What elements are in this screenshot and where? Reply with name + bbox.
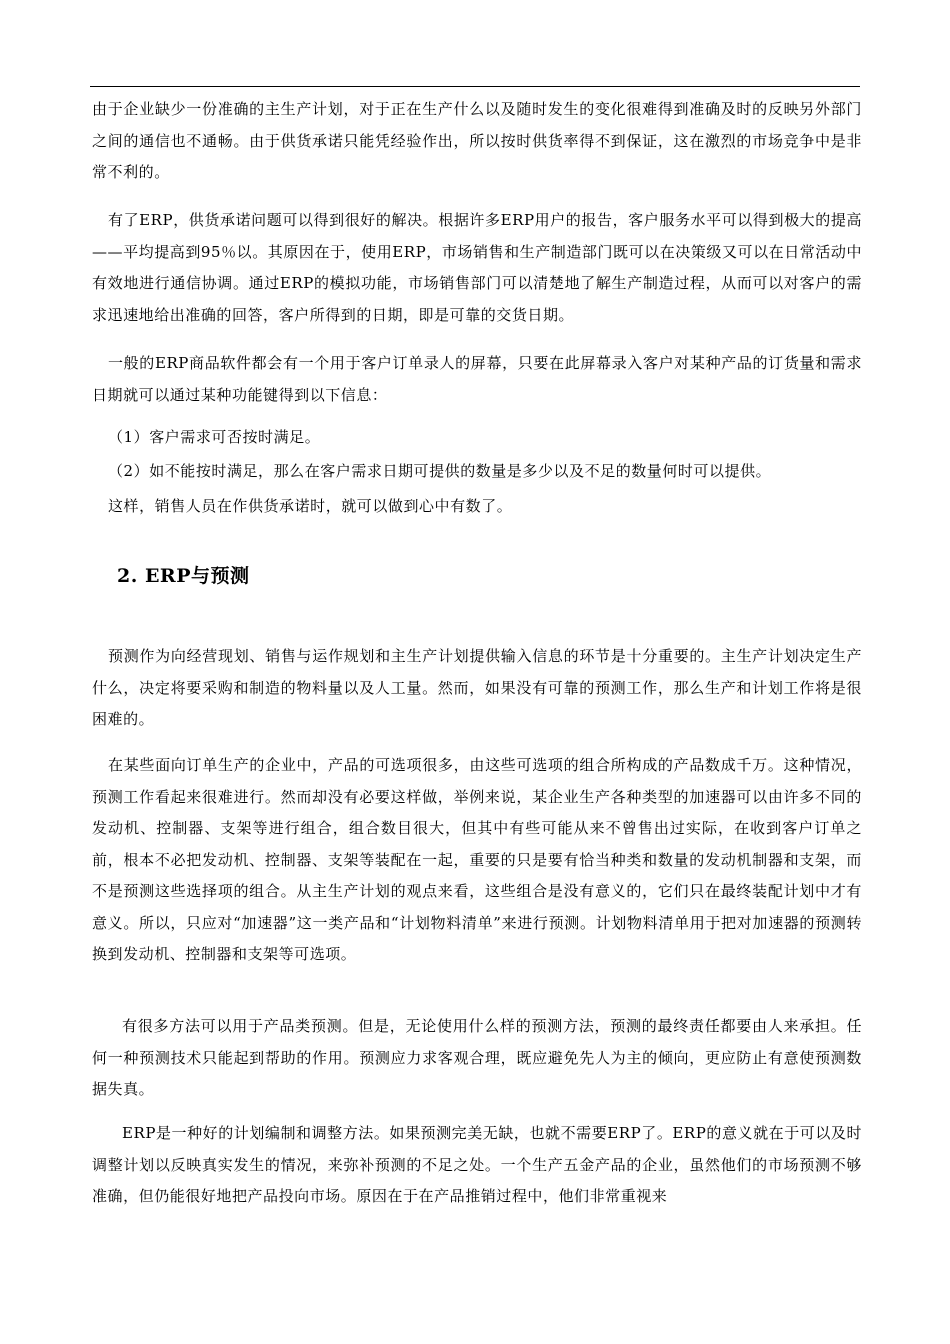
paragraph-conclusion: 这样，销售人员在作供货承诺时，就可以做到心中有数了。 xyxy=(108,497,513,515)
paragraph-make-to-order: 在某些面向订单生产的企业中，产品的可选项很多，由这些可选项的组合所构成的产品数成千万。这种情况，预测工作看起来很难进行。然而却没有必要这样做，举例来说，某企业生产各种类型的加速器可以由许多不同的发动机、控制器、支架等进行组合，组合数目很大，但其中有些可能从来不曾售出过实际，在收到客户订单之前，根本不必把发动机、控制器、支架等装配在一起，重要的只是要有恰当种类和数量的发动机制器和支架，而不是预测这些选择项的组合。从主生产计划的观点来看，这些组合是没有意义的，它们只在最终装配计划中才有意义。所以，只应对“加速器”这一类产品和“计划物料清单”来进行预测。计划物料清单用于把对加速器的预测转换到发动机、控制器和支架等可选项。 xyxy=(92,756,862,963)
section-heading: 2. ERP与预测 xyxy=(117,565,250,587)
paragraph-order-promise-problem: 由于企业缺少一份准确的主生产计划，对于正在生产什么以及随时发生的变化很难得到准确及时的反映另外部门之间的通信也不通畅。由于供货承诺只能凭经验作出，所以按时供货率得不到保证，这在激烈的市场竞争中是非常不利的。 xyxy=(92,100,862,181)
paragraph-erp-planning: ERP是一种好的计划编制和调整方法。如果预测完美无缺，也就不需要ERP了。ERP的意义就在于可以及时调整计划以反映真实发生的情况，来弥补预测的不足之处。一个生产五金产品的企业，虽然他们的市场预测不够准确，但仍能很好地把产品投向市场。原因在于在产品推销过程中，他们非常重视来 xyxy=(92,1124,862,1205)
paragraph-erp-delivery-promise: 有了ERP，供货承诺问题可以得到很好的解决。根据许多ERP用户的报告，客户服务水平可以得到极大的提高——平均提高到95％以。其原因在于，使用ERP，市场销售和生产制造部门既可以在决策级又可以在日常活动中有效地进行通信协调。通过ERP的模拟功能，市场销售部门可以清楚地了解生产制造过程，从而可以对客户的需求迅速地给出准确的回答，客户所得到的日期，即是可靠的交货日期。 xyxy=(92,211,862,324)
list-item-1: （1）客户需求可否按时满足。 xyxy=(108,428,321,446)
header-rule xyxy=(90,86,860,87)
paragraph-order-entry-screen: 一般的ERP商品软件都会有一个用于客户订单录人的屏幕，只要在此屏幕录入客户对某种产品的订货量和需求日期就可以通过某种功能键得到以下信息： xyxy=(92,354,862,404)
paragraph-forecast-methods: 有很多方法可以用于产品类预测。但是，无论使用什么样的预测方法，预测的最终责任都要由人来承担。任何一种预测技术只能起到帮助的作用。预测应力求客观合理，既应避免先人为主的倾向，更应防止有意使预测数据失真。 xyxy=(92,1017,862,1098)
paragraph-forecast-importance: 预测作为向经营现划、销售与运作规划和主生产计划提供输入信息的环节是十分重要的。主生产计划决定生产什么，决定将要采购和制造的物料量以及人工量。然而，如果没有可靠的预测工作，那么生产和计划工作将是很困难的。 xyxy=(92,647,862,728)
list-item-2: （2）如不能按时满足，那么在客户需求日期可提供的数量是多少以及不足的数量何时可以提供。 xyxy=(108,462,772,480)
